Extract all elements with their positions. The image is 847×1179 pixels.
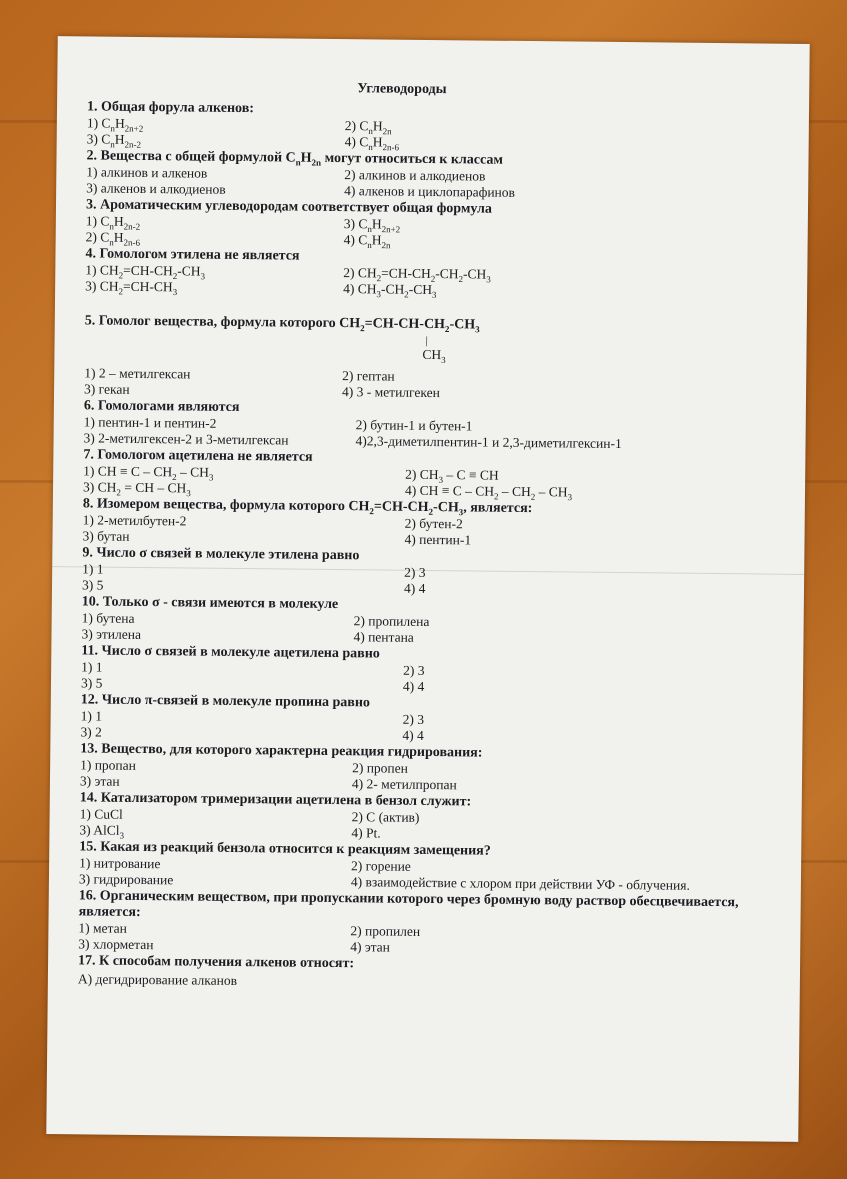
worksheet-page xyxy=(46,36,809,1142)
answer-option: 4) 3 - метилгекен xyxy=(341,384,440,401)
answer-option: 4) $C_nH_{2n}$ xyxy=(343,232,391,251)
answer-option: 1) 2-метилбутен-2 xyxy=(82,512,187,529)
answer-option: 1) пропан xyxy=(80,757,137,773)
question-11 xyxy=(81,643,781,698)
answer-option: 2) $CH_2=CH-CH_2-CH_2-CH_3$ xyxy=(343,265,491,285)
answer-option: 2) бутин-1 и бутен-1 xyxy=(355,417,473,434)
question-text: 6. Гомологами являются xyxy=(83,398,240,416)
answer-option: 2) бутен-2 xyxy=(404,515,463,532)
question-17 xyxy=(78,953,778,994)
answer-option: 2) пропилен xyxy=(350,923,421,939)
question-13 xyxy=(80,741,780,796)
answer-option: 1) CH ≡ C – $CH_2 - CH_3$ xyxy=(83,463,214,483)
question-16 xyxy=(78,888,779,959)
answer-option: 1) $CH_2=CH-CH_2-CH_3$ xyxy=(85,262,206,282)
answer-option: А) дегидрирование алканов xyxy=(77,971,238,989)
answer-option: 3) $C_nH_{2n+2}$ xyxy=(343,216,401,235)
answer-option: 3) гидрирование xyxy=(78,871,174,888)
answer-option: 3) 2-метилгексен-2 и 3-метилгексан xyxy=(83,430,289,448)
answer-option: 1) CuCl xyxy=(79,806,123,822)
answer-option: 3) алкенов и алкодиенов xyxy=(86,180,226,197)
answer-option: 2) 3 xyxy=(404,564,426,580)
answer-option: 4) алкенов и циклопарафинов xyxy=(344,183,516,200)
answer-option: 1) нитрование xyxy=(79,855,161,872)
answer-option: 4) CH ≡ C – $CH_2 - CH_2 - CH_3$ xyxy=(404,482,573,503)
question-text: 2. Вещества с общей формулой $C_nH_{2n}$ могут относиться к классам xyxy=(86,148,504,168)
question-3 xyxy=(86,197,786,252)
answer-option: 3) AlCl$_3$ xyxy=(79,822,125,841)
answer-option: 2) $C_nH_{2n}$ xyxy=(344,118,392,137)
answer-option: 1) метан xyxy=(78,920,127,936)
answer-option: 3) этан xyxy=(79,773,120,789)
answer-option: 2) алкинов и алкодиенов xyxy=(344,167,486,184)
question-text: 12. Число π-связей в молекуле пропина равно xyxy=(80,692,371,711)
answer-option: 2) 3 xyxy=(402,711,425,727)
answer-option: 2) C (актив) xyxy=(351,809,420,825)
answer-option: 4) этан xyxy=(350,939,391,955)
question-6 xyxy=(83,398,783,453)
answer-option: 4)2,3-диметилпентин-1 и 2,3-диметилгексин-1 xyxy=(355,433,622,452)
answer-option: 3) бутан xyxy=(82,528,130,544)
answer-option: 1) пентин-1 и пентин-2 xyxy=(83,414,217,431)
question-text: 3. Ароматическим углеводородам соответствует общая формула xyxy=(85,197,492,217)
answer-option: 4) $CH_3-CH_2-CH_3$ xyxy=(343,281,437,300)
question-text: 8. Изомером вещества, формула которого $CH_2=CH-CH_2-CH_3$, является: xyxy=(82,496,533,518)
answer-option: 1) 2 – метилгексан xyxy=(84,365,191,382)
question-4 xyxy=(85,246,785,301)
question-text: 4. Гомологом этилена не является xyxy=(85,246,300,264)
answer-option: 1) алкинов и алкенов xyxy=(86,164,208,181)
question-9 xyxy=(82,545,782,600)
answer-option: 4) $C_nH_{2n-6}$ xyxy=(344,134,400,153)
question-15 xyxy=(79,839,779,894)
page-title: Углеводороды xyxy=(357,81,447,98)
question-text: 1. Общая форула алкенов: xyxy=(86,99,255,117)
question-text: 16. Органическим веществом, при пропускании которого через бромную воду раствор обесцвечивается, является: xyxy=(78,888,739,921)
question-12 xyxy=(80,692,780,747)
question-2 xyxy=(86,148,786,203)
question-10 xyxy=(81,594,781,649)
answer-option: 3) $CH_2$ = CH – $CH_3$ xyxy=(82,479,191,499)
answer-option: 1) 1 xyxy=(81,659,103,675)
answer-option: 2) горение xyxy=(351,858,411,874)
answer-option: 4) 4 xyxy=(403,580,426,596)
answer-option: 3) 5 xyxy=(80,675,103,691)
question-text: 17. К способам получения алкенов относят: xyxy=(78,953,355,972)
question-text: 11. Число σ связей в молекуле ацетилена равно xyxy=(81,643,380,662)
answer-option: 2) пропилена xyxy=(353,613,430,630)
answer-option: 4) 4 xyxy=(402,727,424,743)
question-8 xyxy=(82,496,782,551)
question-5 xyxy=(84,295,785,404)
question-text: 9. Число σ связей в молекуле этилена равно xyxy=(82,545,360,564)
question-text: 14. Катализатором тримеризации ацетилена в бензол служит: xyxy=(79,790,472,810)
answer-option: 2) $CH_3$ – C ≡ CH xyxy=(405,466,499,485)
answer-option: 1) $C_nH_{2n-2}$ xyxy=(85,213,141,232)
question-1 xyxy=(87,99,787,154)
answer-option: 2) пропен xyxy=(352,760,408,776)
answer-option: 3) хлорметан xyxy=(78,936,154,953)
answer-option: 4) Pt. xyxy=(351,825,381,841)
question-list xyxy=(78,98,787,994)
branch-bond: | xyxy=(425,334,428,347)
answer-option: 3) $CH_2=CH-CH_3$ xyxy=(85,278,178,298)
answer-option: 2) гептан xyxy=(342,368,395,384)
answer-option: 1) 1 xyxy=(80,708,103,724)
answer-option: 1) бутена xyxy=(81,610,135,626)
question-text: 5. Гомолог вещества, формула которого $CH_2=CH-CH-CH_2-CH_3$ xyxy=(84,313,480,335)
answer-option: 4) 4 xyxy=(402,678,425,694)
answer-option: 3) $C_nH_{2n-2}$ xyxy=(86,131,142,150)
question-text: 7. Гомологом ацетилена не является xyxy=(83,447,313,465)
answer-option: 2) $C_nH_{2n-6}$ xyxy=(85,229,141,248)
question-text: 10. Только σ - связи имеются в молекуле xyxy=(81,594,339,613)
answer-option: 4) пентана xyxy=(353,629,414,645)
answer-option: 3) 2 xyxy=(80,724,102,740)
answer-option: 1) $C_nH_{2n+2}$ xyxy=(86,115,144,134)
question-text: 13. Вещество, для которого характерна реакция гидрирования: xyxy=(80,741,483,761)
branch-group: $CH_3$ xyxy=(422,346,446,365)
answer-option: 4) пентин-1 xyxy=(404,531,472,548)
answer-option: 4) 2- метилпропан xyxy=(351,776,457,793)
question-14 xyxy=(79,790,779,845)
answer-option: 1) 1 xyxy=(82,561,104,577)
answer-option: 2) 3 xyxy=(403,662,425,678)
answer-option: 3) 5 xyxy=(81,577,104,593)
question-text: 15. Какая из реакций бензола относится к реакциям замещения? xyxy=(79,839,491,859)
question-7 xyxy=(83,447,783,502)
answer-option: 3) гекан xyxy=(83,381,130,397)
answer-option: 3) этилена xyxy=(81,626,142,642)
answer-option: 4) взаимодействие с хлором при действии УФ - облучения. xyxy=(350,874,690,893)
